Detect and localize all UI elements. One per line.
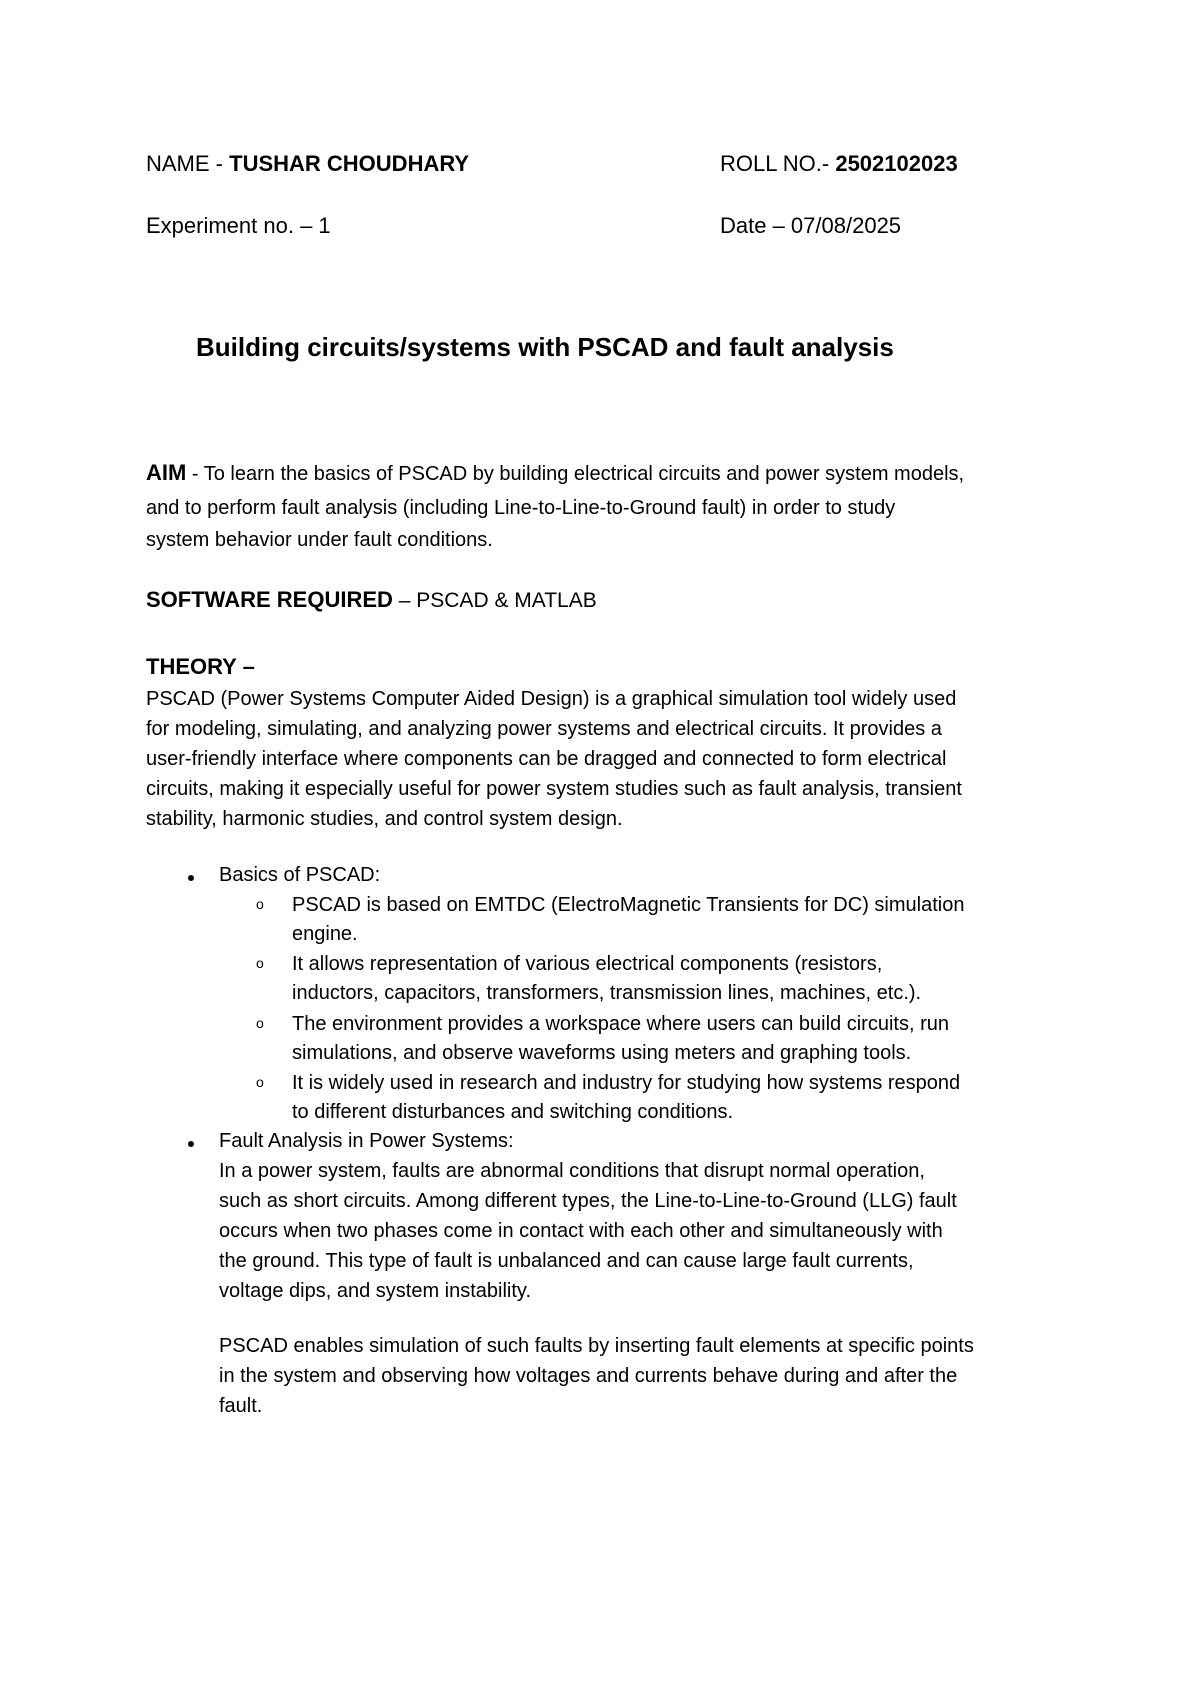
theory-line: for modeling, simulating, and analyzing power systems and electrical circuits. It provides a: [146, 718, 942, 740]
circle-bullet-icon: o: [256, 1015, 264, 1031]
fault-title: Fault Analysis in Power Systems:: [219, 1130, 514, 1152]
roll-value: 2502102023: [835, 151, 958, 176]
theory-heading: THEORY –: [146, 654, 255, 679]
circle-bullet-icon: o: [256, 955, 264, 971]
aim-line: and to perform fault analysis (including Line-to-Line-to-Ground fault) in order to study: [146, 497, 896, 519]
pscad-fault-paragraph: PSCAD enables simulation of such faults by inserting fault elements at specific points in the system and observing how voltages and currents behave during and after the fault.: [219, 1335, 974, 1417]
aim-section: [146, 458, 964, 555]
aim-line: system behavior under fault conditions.: [146, 529, 493, 551]
bullet-dot-icon: [188, 1141, 194, 1147]
software-section: [146, 585, 597, 616]
bullet-dot-icon: [188, 875, 194, 881]
date: Date – 07/08/2025: [720, 213, 902, 238]
experiment-number: Experiment no. – 1: [146, 213, 331, 238]
roll-line: [720, 150, 958, 178]
name-label: NAME -: [146, 151, 230, 176]
name-value: TUSHAR CHOUDHARY: [229, 151, 470, 176]
theory-line: user-friendly interface where components can be dragged and connected to form electrical: [146, 748, 947, 770]
basics-item: It is widely used in research and industry for studying how systems respond to different disturbances and switching conditions.: [292, 1072, 961, 1123]
circle-bullet-icon: o: [256, 1074, 264, 1090]
software-label: SOFTWARE REQUIRED: [146, 587, 393, 612]
aim-line: - To learn the basics of PSCAD by building electrical circuits and power system models,: [186, 463, 965, 485]
theory-line: PSCAD (Power Systems Computer Aided Design) is a graphical simulation tool widely used: [146, 688, 957, 710]
fault-paragraph: In a power system, faults are abnormal conditions that disrupt normal operation, such as short circuits. Among different types, the Line-to-Line-to-Ground (LLG) fault occurs when two phases come in contact with each other and simultaneously with the ground. This type of fault is unbalanced and can cause large fault currents, voltage dips, and system instability.: [219, 1160, 957, 1302]
roll-label: ROLL NO.-: [720, 151, 836, 176]
basics-item: It allows representation of various electrical components (resistors, inductors, capacitors, transformers, transmission lines, machines, etc.).: [292, 953, 922, 1004]
name-line: [146, 150, 469, 178]
theory-line: circuits, making it especially useful for power system studies such as fault analysis, transient: [146, 778, 962, 800]
circle-bullet-icon: o: [256, 896, 264, 912]
basics-title: Basics of PSCAD:: [219, 864, 381, 886]
basics-item: PSCAD is based on EMTDC (ElectroMagnetic Transients for DC) simulation engine.: [292, 894, 965, 945]
theory-paragraph: [146, 684, 962, 834]
aim-label: AIM: [146, 460, 187, 485]
page-title: Building circuits/systems with PSCAD and fault analysis: [196, 332, 894, 362]
software-value: – PSCAD & MATLAB: [392, 589, 597, 612]
basics-item: The environment provides a workspace where users can build circuits, run simulations, and observe waveforms using meters and graphing tools.: [292, 1013, 949, 1064]
theory-line: stability, harmonic studies, and control system design.: [146, 808, 623, 830]
